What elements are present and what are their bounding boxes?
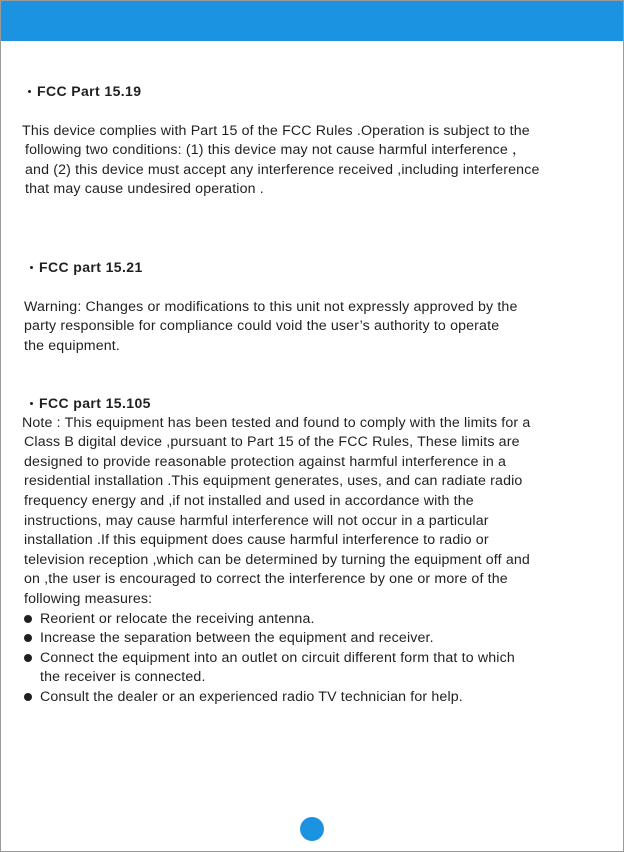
bullet-disc-icon: [24, 654, 32, 662]
section-fcc-15-21: [22, 258, 518, 356]
paragraph-line: Class B digital device ,pursuant to Part 15 of the FCC Rules, These limits are: [24, 434, 520, 451]
measure-item: Reorient or relocate the receiving antenna.: [23, 610, 530, 630]
paragraph-line: designed to provide reasonable protection against harmful interference in a: [24, 453, 507, 470]
bullet-disc-icon: [24, 693, 32, 701]
paragraph-line: Warning: Changes or modifications to this unit not expressly approved by the: [24, 298, 518, 315]
measure-item: Connect the equipment into an outlet on circuit different form that to which: [23, 649, 530, 669]
section-heading: FCC part 15.105: [22, 394, 530, 414]
bullet-icon: [28, 90, 31, 93]
bullet-icon: [30, 266, 33, 269]
paragraph-line: television reception ,which can be determined by turning the equipment off and: [24, 551, 530, 568]
paragraph-line: residential installation .This equipment generates, uses, and can radiate radio: [24, 473, 523, 490]
section-fcc-15-19: [22, 82, 540, 200]
spacer: [22, 278, 518, 298]
bullet-disc-icon: [24, 634, 32, 642]
bullet-icon: [30, 402, 33, 405]
paragraph-line: following measures:: [24, 590, 153, 607]
paragraph-line: and (2) this device must accept any interference received ,including interference: [25, 161, 540, 178]
paragraph-line: installation .If this equipment does cause harmful interference to radio or: [24, 532, 489, 549]
bullet-disc-icon: [24, 615, 32, 623]
paragraph-line: the equipment.: [24, 337, 120, 354]
measure-item: Increase the separation between the equipment and receiver.: [23, 629, 530, 649]
section-heading: FCC part 15.21: [22, 258, 518, 278]
paragraph-line: frequency energy and ,if not installed and used in accordance with the: [24, 492, 474, 509]
section-fcc-15-105: [22, 394, 530, 708]
measure-item: Consult the dealer or an experienced radio TV technician for help.: [23, 688, 530, 708]
paragraph-line: following two conditions: (1) this device may not cause harmful interference ，: [25, 142, 527, 159]
paragraph-line: instructions, may cause harmful interference will not occur in a particular: [24, 512, 489, 529]
paragraph-line: that may cause undesired operation .: [25, 181, 264, 198]
paragraph-line: on ,the user is encouraged to correct the interference by one or more of the: [24, 571, 508, 588]
header-bar: [1, 1, 623, 41]
section-heading: FCC Part 15.19: [22, 82, 540, 102]
paragraph-line: This device complies with Part 15 of the FCC Rules .Operation is subject to the: [22, 122, 530, 139]
paragraph-line: Note : This equipment has been tested and found to comply with the limits for a: [22, 414, 531, 431]
spacer: [22, 102, 540, 122]
measure-item-continuation: the receiver is connected.: [40, 669, 206, 686]
page-indicator-dot: [300, 817, 324, 841]
paragraph-line: party responsible for compliance could void the user’s authority to operate: [24, 318, 500, 335]
